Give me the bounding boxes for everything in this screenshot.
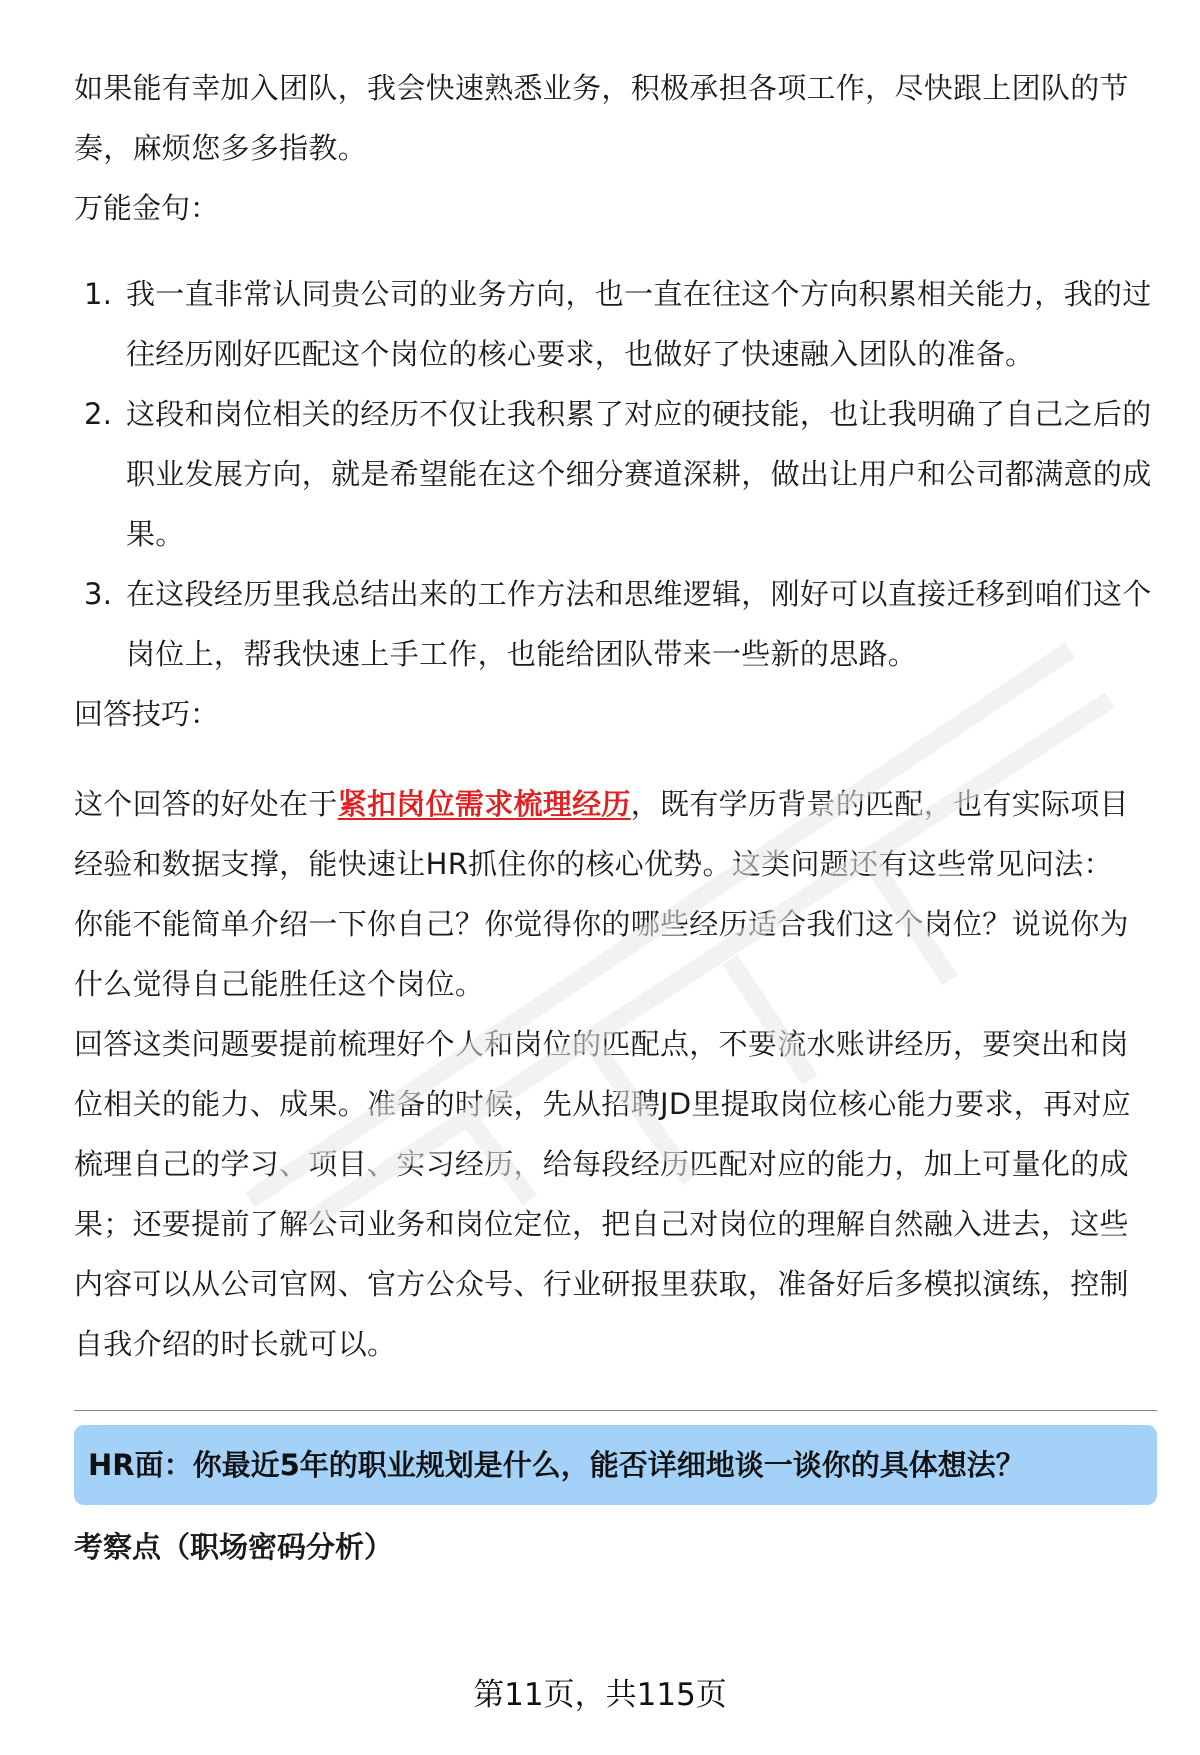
list-item-text: 这段和岗位相关的经历不仅让我积累了对应的硬技能，也让我明确了自己之后的职业发展方向，就是希望能在这个细分赛道深耕，做出让用户和公司都满意的成果。: [126, 397, 1152, 551]
golden-sentences-label: 万能金句：: [74, 191, 220, 225]
page-number-footer: 第11页，共115页: [473, 1677, 727, 1713]
section-divider: [74, 1410, 1157, 1411]
hr-question-banner: HR面：你最近5年的职业规划是什么，能否详细地谈一谈你的具体想法？: [74, 1425, 1157, 1505]
document-page: [74, 58, 1154, 1577]
list-item: [74, 264, 1154, 384]
preparation-advice-paragraph: 回答这类问题要提前梳理好个人和岗位的匹配点，不要流水账讲经历，要突出和岗位相关的能力、成果。准备的时候，先从招聘JD里提取岗位核心能力要求，再对应梳理自己的学习、项目、实习经历，给每段经历匹配对应的能力，加上可量化的成果；还要提前了解公司业务和岗位定位，把自己对岗位的理解自然融入进去，这些内容可以从公司官网、官方公众号、行业研报里获取，准备好后多模拟演练，控制自我介绍的时长就可以。: [74, 1027, 1131, 1361]
golden-sentences-list: [74, 264, 1154, 684]
assessment-points-heading: 考察点（职场密码分析）: [74, 1530, 394, 1564]
tips-text-after: ，既有学历背景的匹配，也有实际项目经验和数据支撑，能快速让HR抓住你的核心优势。这类问题还有这些常见问法：: [74, 787, 1129, 881]
list-item: [74, 384, 1154, 564]
list-item-number: 1.: [84, 277, 113, 311]
common-questions-paragraph: 你能不能简单介绍一下你自己？你觉得你的哪些经历适合我们这个岗位？说说你为什么觉得自己能胜任这个岗位。: [74, 907, 1129, 1001]
answer-tips-label: 回答技巧：: [74, 697, 220, 731]
tips-text-before: 这个回答的好处在于: [74, 787, 338, 821]
list-item: [74, 564, 1154, 684]
list-item-text: 我一直非常认同贵公司的业务方向，也一直在往这个方向积累相关能力，我的过往经历刚好匹配这个岗位的核心要求，也做好了快速融入团队的准备。: [126, 277, 1152, 371]
list-item-number: 2.: [84, 397, 113, 431]
highlighted-key-phrase: 紧扣岗位需求梳理经历: [337, 787, 631, 821]
list-item-text: 在这段经历里我总结出来的工作方法和思维逻辑，刚好可以直接迁移到咱们这个岗位上，帮我快速上手工作，也能给团队带来一些新的思路。: [126, 577, 1152, 671]
tips-paragraph: [74, 774, 1154, 894]
list-item-number: 3.: [84, 577, 113, 611]
intro-paragraph: 如果能有幸加入团队，我会快速熟悉业务，积极承担各项工作，尽快跟上团队的节奏，麻烦您多多指教。: [74, 71, 1129, 165]
